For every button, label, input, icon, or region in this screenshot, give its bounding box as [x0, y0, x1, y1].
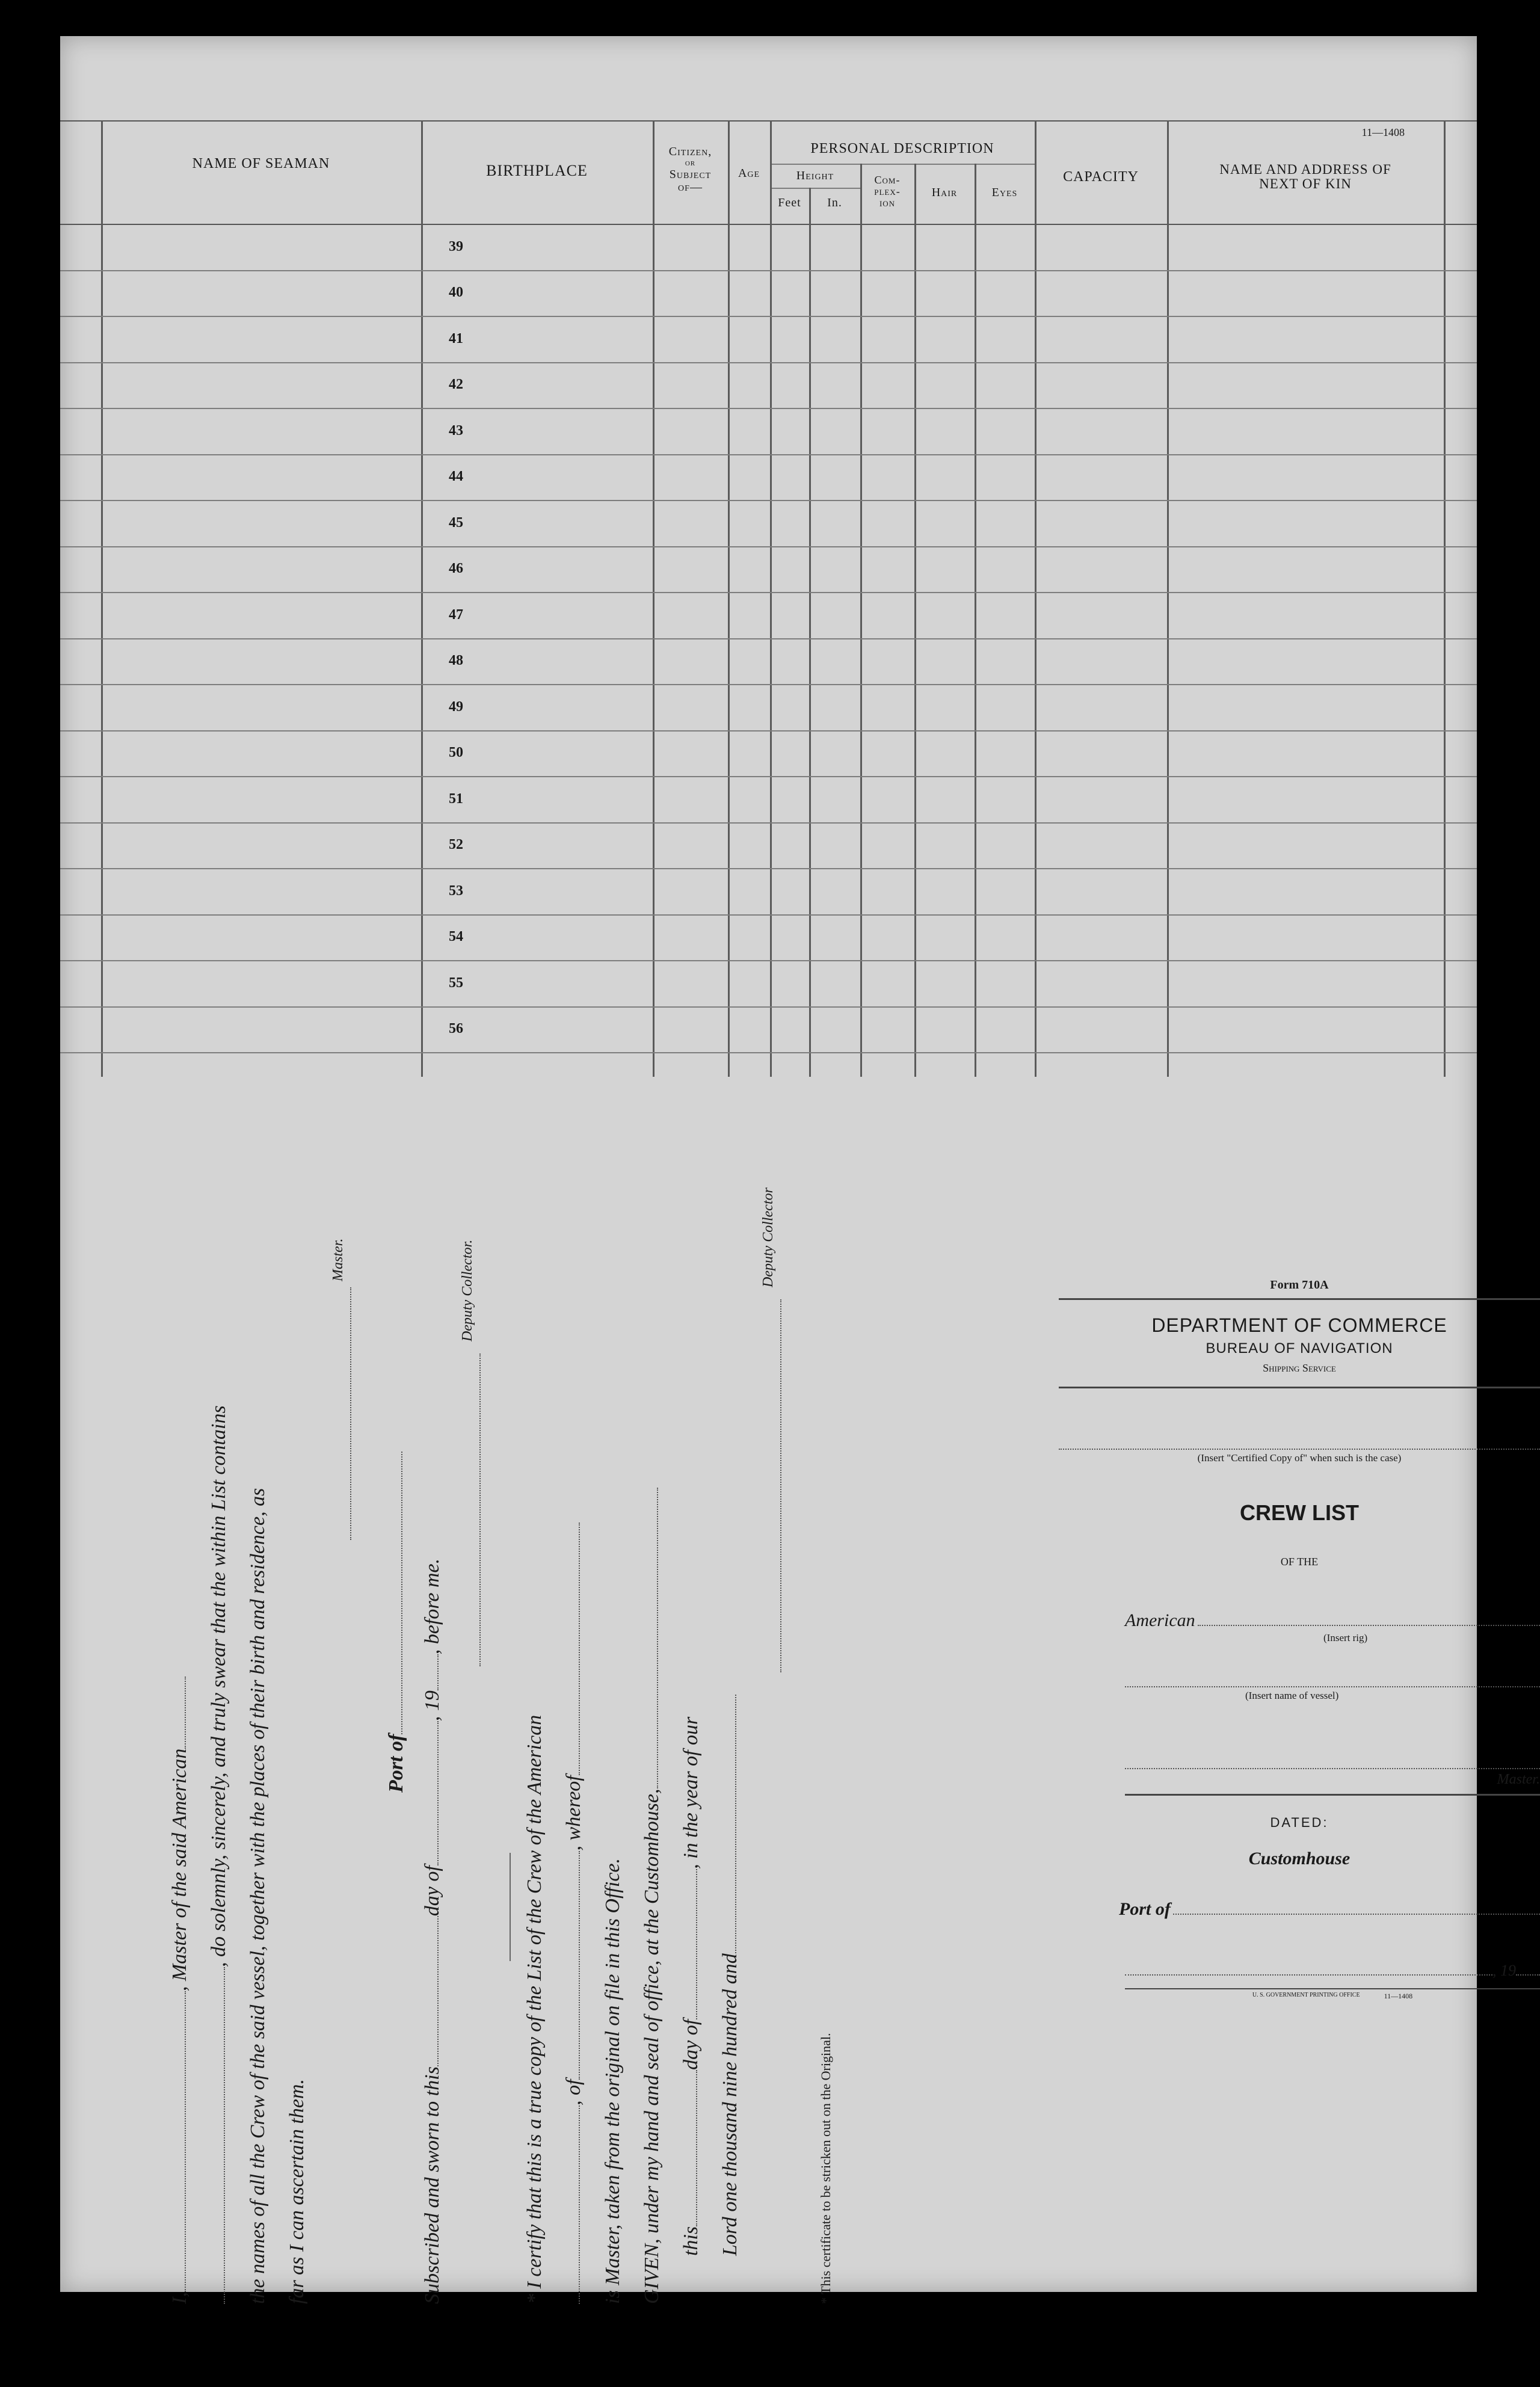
cover-printer-line: U. S. GOVERNMENT PRINTING OFFICE 11—1408 [1252, 1992, 1413, 2000]
row-number: 55 [449, 975, 463, 991]
table-row [60, 500, 1477, 501]
table-row [60, 730, 1477, 732]
cover-panel [1059, 1278, 1540, 2001]
table-row [60, 546, 1477, 547]
cert-line-1: * I certify that this is a true copy of the List of the Crew of the American [523, 1714, 546, 2304]
cover-of-the: OF THE [1280, 1556, 1319, 1568]
header-age: Age [738, 167, 760, 180]
cover-insert-vessel: (Insert name of vessel) [1245, 1690, 1339, 1701]
header-feet: Feet [778, 196, 801, 209]
table-row [60, 822, 1477, 824]
cover-insert-rig: (Insert rig) [1323, 1632, 1368, 1643]
table-row [60, 454, 1477, 455]
table-row [60, 776, 1477, 777]
cover-dated: DATED: [1270, 1815, 1329, 1830]
row-number: 53 [449, 883, 463, 899]
given-line-1: GIVEN, under my hand and seal of office, at the Customhouse, [641, 1488, 664, 2304]
cover-bureau: BUREAU OF NAVIGATION [1206, 1340, 1393, 1357]
oath-line-1: I,, Master of the said American [168, 1677, 191, 2304]
oath-master-signature: Master. [334, 1287, 357, 1540]
cover-year-line: , 19 [1059, 1962, 1540, 1980]
table-row [60, 316, 1477, 317]
header-citizen: Citizen, or Subject of— [668, 145, 712, 194]
row-number: 44 [449, 469, 463, 484]
oath-line-3: the names of all the Crew of the said vessel, together with the places of their birth and residence, as [247, 1488, 269, 2304]
oath-deputy-collector-2: Deputy Collector [764, 1299, 787, 1672]
header-next-of-kin: NAME AND ADDRESS OF NEXT OF KIN [1219, 162, 1391, 192]
table-row [60, 1006, 1477, 1008]
cover-service: Shipping Service [1263, 1362, 1336, 1374]
cover-form-number: Form 710A [1270, 1278, 1329, 1292]
row-number: 39 [449, 239, 463, 254]
oath-deputy-collector-1: Deputy Collector. [463, 1354, 486, 1666]
row-number: 50 [449, 745, 463, 760]
oath-port-of: Port of [385, 1452, 408, 1793]
cert-line-2: , of, whereof [562, 1523, 585, 2304]
table-row [60, 1052, 1477, 1053]
table-row [60, 362, 1477, 363]
table-row [60, 960, 1477, 961]
row-number: 47 [449, 607, 463, 623]
given-line-2: thisday of, in the year of our [680, 1716, 702, 2256]
cert-line-3: is Master, taken from the original on file in this Office. [602, 1858, 624, 2304]
table-row [60, 914, 1477, 916]
cover-american-line: American [1059, 1610, 1540, 1631]
row-number: 40 [449, 285, 463, 300]
row-number: 52 [449, 837, 463, 852]
row-number: 48 [449, 653, 463, 668]
cover-port-of-line: Port of [1059, 1899, 1540, 1920]
cover-title: CREW LIST [1240, 1500, 1359, 1525]
header-complexion: Com- plex- ion [874, 174, 901, 209]
header-birthplace: BIRTHPLACE [486, 162, 588, 179]
header-personal-description: PERSONAL DESCRIPTION [810, 141, 994, 156]
row-number: 45 [449, 515, 463, 531]
row-number: 54 [449, 929, 463, 944]
header-hair: Hair [931, 186, 958, 199]
form-page [60, 36, 1540, 2304]
oath-line-2: , do solemnly, sincerely, and truly swear that the within List contains [208, 1405, 230, 2304]
table-row [60, 638, 1477, 639]
row-number: 41 [449, 331, 463, 346]
header-eyes: Eyes [991, 186, 1018, 199]
given-line-3: Lord one thousand nine hundred and [719, 1695, 742, 2256]
form-code-top: 11—1408 [1361, 126, 1405, 138]
header-inches: In. [827, 196, 842, 209]
table-row [60, 592, 1477, 593]
table-row [60, 270, 1477, 271]
table-row [60, 868, 1477, 869]
header-capacity: CAPACITY [1063, 169, 1139, 185]
cover-customhouse: Customhouse [1248, 1849, 1351, 1868]
oath-separator [493, 1853, 516, 1961]
row-number: 46 [449, 561, 463, 576]
row-number: 49 [449, 699, 463, 715]
table-row [60, 684, 1477, 685]
row-number: 56 [449, 1021, 463, 1036]
oath-line-4: far as I can ascertain them. [286, 2079, 308, 2304]
row-number: 42 [449, 377, 463, 392]
cover-insert-certified: (Insert "Certified Copy of" when such is the case) [1197, 1452, 1402, 1464]
oath-subscribed: Subscribed and sworn to thisday of, 19, before me. [421, 1558, 443, 2304]
header-name-of-seaman: NAME OF SEAMAN [192, 156, 330, 171]
cover-master: Master. [1497, 1772, 1540, 1787]
table-row [60, 408, 1477, 409]
row-number: 51 [449, 791, 463, 807]
cert-footnote: * This certificate to be stricken out on the Original. [818, 2033, 833, 2304]
cover-department: DEPARTMENT OF COMMERCE [1151, 1314, 1447, 1336]
header-height: Height [796, 169, 834, 182]
row-number: 43 [449, 423, 463, 439]
crew-table [60, 36, 1477, 1077]
